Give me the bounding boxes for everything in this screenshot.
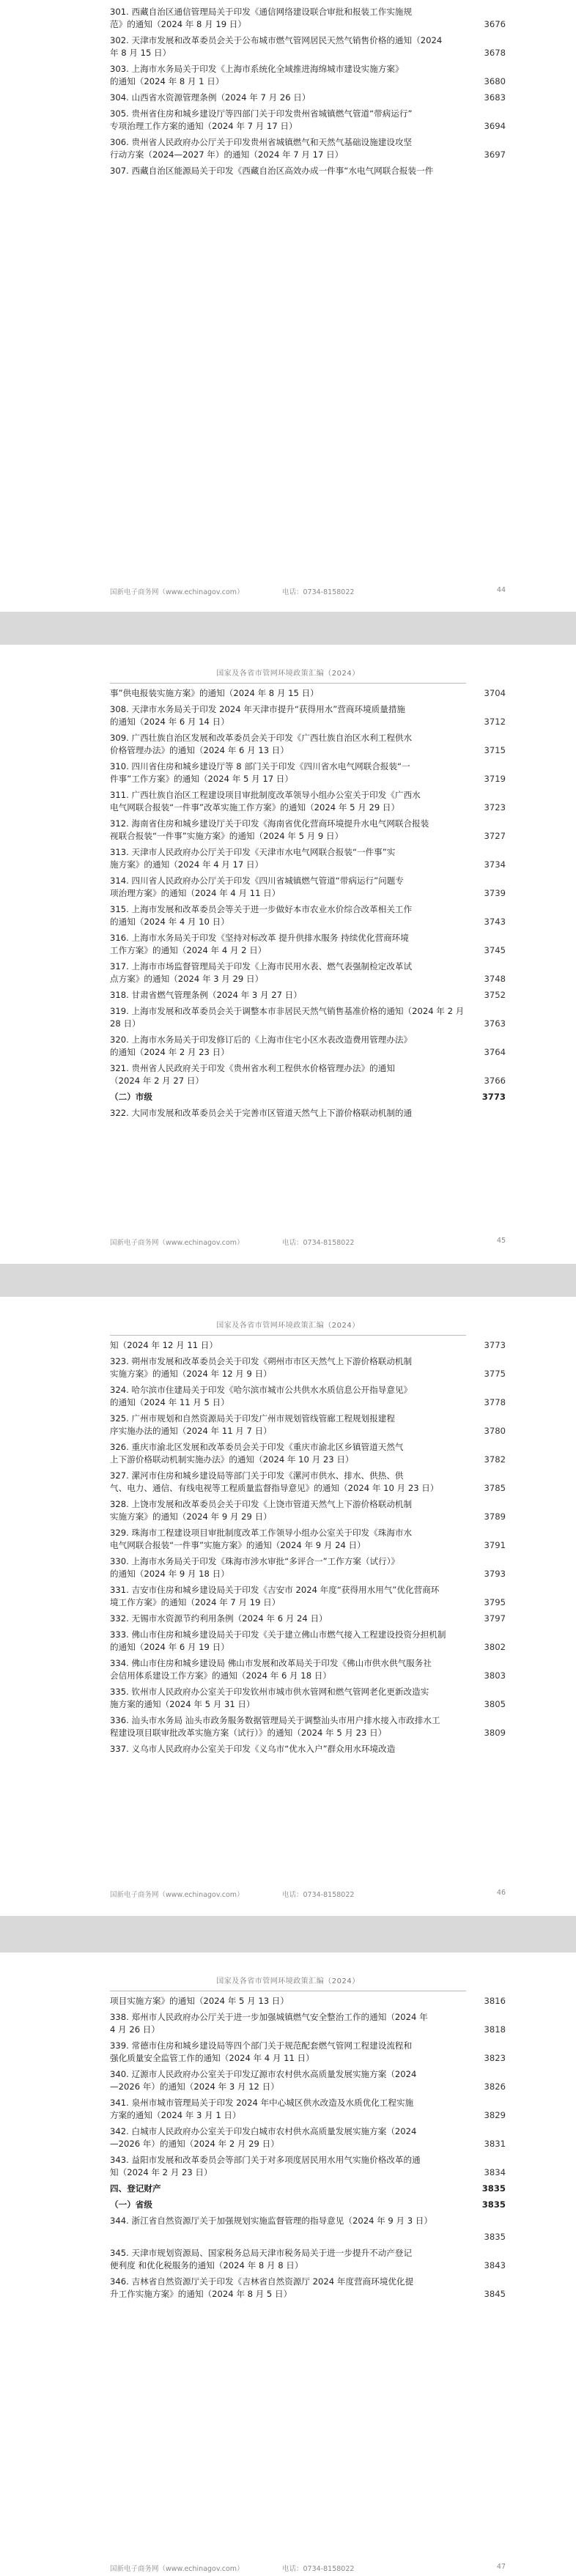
- toc-entry-text: 338. 郑州市人民政府办公厅关于进一步加强城镇燃气安全整治工作的通知（2024 年: [110, 2012, 428, 2022]
- document-page: [0, 1953, 576, 2576]
- toc-entry[interactable]: [110, 2154, 506, 2179]
- toc-page-number: 3704: [484, 688, 506, 698]
- toc-entry[interactable]: [110, 1995, 506, 2007]
- toc-entry[interactable]: [110, 108, 506, 133]
- toc-entry-text: 344. 浙江省自然资源厅关于加强规划实施监督管理的指导意见（2024 年 9 月 3 日）: [110, 2216, 432, 2226]
- toc-entry-text: 4 月 26 日）: [110, 2024, 160, 2035]
- toc-entry-text: 价格管理办法》的通知（2024 年 6 月 13 日）: [110, 745, 289, 755]
- toc-page-number: 3680: [484, 76, 506, 86]
- toc-page-number: 3683: [484, 92, 506, 103]
- toc-entry-text: 的通知（2024 年 9 月 18 日）: [110, 1569, 229, 1579]
- toc-entry-text: 343. 益阳市发展和改革委员会等部门关于对多项度居民用水用气实施价格改革的通: [110, 2155, 421, 2165]
- toc-entry-text: 324. 哈尔滨市住建局关于印发《哈尔滨市城市公共供水水质信息公开指导意见》: [110, 1385, 413, 1395]
- toc-page-number: 3835: [484, 2232, 506, 2242]
- toc-entry[interactable]: [110, 6, 506, 31]
- toc-page-number: 3773: [484, 1340, 506, 1350]
- toc-entry-text: 的通知（2024 年 8 月 1 日）: [110, 76, 224, 86]
- toc-page-number: 3773: [481, 1092, 506, 1102]
- toc-entry[interactable]: [110, 732, 506, 757]
- toc-entry-text: 件事”工作方案》的通知（2024 年 5 月 17 日）: [110, 774, 293, 784]
- toc-entry-text: —2026 年）的通知（2024 年 2 月 29 日）: [110, 2139, 279, 2149]
- toc-entry-text: —2026 年）的通知（2024 年 3 月 12 日）: [110, 2081, 279, 2092]
- toc-entry[interactable]: [110, 1527, 506, 1552]
- toc-entry[interactable]: [110, 1470, 506, 1495]
- toc-entry[interactable]: [110, 1339, 506, 1352]
- toc-page-number: 3816: [484, 1996, 506, 2006]
- toc-entry[interactable]: [110, 760, 506, 785]
- toc-entry[interactable]: [110, 989, 506, 1002]
- toc-entry[interactable]: [110, 1062, 506, 1087]
- toc-entry-text: 339. 常德市住房和城乡建设局等四个部门关于规范配套燃气管网工程建设流程和: [110, 2040, 413, 2051]
- footer-phone: 电话：0734-8158022: [282, 1891, 355, 1899]
- document-page: [0, 1297, 576, 1916]
- toc-page-number: 3697: [484, 149, 506, 160]
- toc-entry[interactable]: [110, 1498, 506, 1523]
- toc-entry[interactable]: [110, 2276, 506, 2301]
- toc-page-number: 3748: [484, 974, 506, 984]
- toc-entry-text: 330. 上海市水务局关于印发《珠海市涉水审批“多评合一”工作方案（试行）》: [110, 1556, 400, 1566]
- toc-entry[interactable]: [110, 2097, 506, 2122]
- page-header: 国家及各省市管网环境政策汇编（2024）: [0, 1974, 576, 1985]
- toc-entry-text: 上下游价格联动机制实施办法》的通知（2024 年 10 月 23 日）: [110, 1454, 354, 1465]
- toc-entry[interactable]: [110, 2040, 506, 2065]
- toc-page-number: 3734: [484, 859, 506, 870]
- toc-entry-text: 303. 上海市水务局关于印发《上海市系统化全域推进海绵城市建设实施方案》: [110, 64, 404, 74]
- toc-page-number: 3778: [484, 1397, 506, 1407]
- footer-website[interactable]: 国新电子商务网（www.echinagov.com）: [110, 1239, 244, 1247]
- footer-phone: 电话：0734-8158022: [282, 1239, 355, 1247]
- toc-page-number: 3676: [484, 19, 506, 29]
- toc-entry-text: 知（2024 年 12 月 11 日）: [110, 1340, 218, 1350]
- toc-entry-text: 334. 佛山市住房和城乡建设局 佛山市发展和改革局关于印发《佛山市供水供气服务社: [110, 1658, 432, 1668]
- toc-page-number: 3719: [484, 774, 506, 784]
- page-header: 国家及各省市管网环境政策汇编（2024）: [0, 667, 576, 678]
- toc-entry[interactable]: [110, 846, 506, 871]
- toc-entry-text: 345. 天津市规划资源局、国家税务总局天津市税务局关于进一步提升不动产登记: [110, 2248, 413, 2258]
- toc-entry-text: 气、电力、通信、有线电视等工程质量监督指导意见》的通知（2024 年 10 月 23 日）: [110, 1483, 439, 1493]
- toc-entry-text: 的通知（2024 年 6 月 14 日）: [110, 717, 229, 727]
- toc-page-number: 3829: [484, 2110, 506, 2120]
- footer-phone: 电话：0734-8158022: [282, 588, 355, 596]
- toc-entry-text: 336. 汕头市水务局 汕头市政务服务数据管理局关于调整汕头市用户排水接入市政排水工: [110, 1715, 440, 1725]
- toc-entry[interactable]: [110, 961, 506, 985]
- document-page: [0, 645, 576, 1264]
- toc-entry-text: 的通知（2024 年 6 月 19 日）: [110, 1642, 229, 1652]
- toc-entry-text: 308. 天津市水务局关于印发 2024 年天津市提升“获得用水”营商环境质量措施: [110, 704, 406, 714]
- toc-page-number: 3766: [484, 1076, 506, 1086]
- toc-entry-text: 304. 山西省水资源管理条例（2024 年 7 月 26 日）: [110, 92, 311, 103]
- toc-entry-text: 306. 贵州省人民政府办公厅关于印发贵州省城镇燃气和天然气基础设施建设攻坚: [110, 137, 413, 147]
- toc-entry[interactable]: [110, 1413, 506, 1437]
- toc-entry-text: 326. 重庆市渝北区发展和改革委员会关于印发《重庆市渝北区乡镇管道天然气: [110, 1442, 404, 1452]
- toc-entry-text: 322. 大同市发展和改革委员会关于完善市区管道天然气上下游价格联动机制的通: [110, 1108, 413, 1118]
- toc-entry-text: 318. 甘肃省燃气管理条例（2024 年 3 月 27 日）: [110, 990, 302, 1000]
- toc-entry[interactable]: [110, 1629, 506, 1654]
- toc-entry-text: 实施方案》的通知（2024 年 12 月 9 日）: [110, 1369, 272, 1379]
- toc-entry-text: 事”供电报装实施方案》的通知（2024 年 8 月 15 日）: [110, 688, 319, 698]
- toc-entry-text: 电气网联合报装“一件事”实施方案》的通知（2024 年 9 月 24 日）: [110, 1540, 366, 1550]
- toc-entry-text: 施方案的通知（2024 年 5 月 31 日）: [110, 1699, 255, 1709]
- toc-page-number: 3723: [484, 802, 506, 813]
- toc-entry[interactable]: [110, 1613, 506, 1625]
- toc-entry-text: 337. 义乌市人民政府办公室关于印发《义乌市“优水入户”群众用水环境改造: [110, 1744, 396, 1754]
- toc-entry[interactable]: [110, 1005, 506, 1030]
- toc-entry[interactable]: [110, 1657, 506, 1682]
- toc-entry[interactable]: [110, 1743, 506, 1755]
- toc-entry-text: （二）市级: [110, 1092, 152, 1102]
- footer-page-number: 45: [496, 1237, 506, 1245]
- toc-entry-text: 程建设项目联审批改革实施方案（试行）》的通知（2024 年 5 月 23 日）: [110, 1728, 387, 1738]
- toc-entry-text: 的通知（2024 年 11 月 5 日）: [110, 1397, 229, 1407]
- footer-phone: 电话：0734-8158022: [282, 2565, 355, 2573]
- toc-entry[interactable]: [110, 875, 506, 900]
- toc-entry-text: 便利度 和优化税服务的通知（2024 年 8 月 8 日）: [110, 2260, 303, 2270]
- toc-page-number: 3745: [484, 945, 506, 955]
- toc-section-heading[interactable]: [110, 2183, 506, 2195]
- toc-entry-text: （2024 年 2 月 27 日）: [110, 1076, 204, 1086]
- toc-section-heading[interactable]: [110, 2199, 506, 2211]
- toc-list: [110, 6, 506, 181]
- toc-page-number: 3763: [484, 1018, 506, 1029]
- toc-entry-text: 行动方案（2024—2027 年）的通知（2024 年 7 月 17 日）: [110, 149, 344, 160]
- footer-page-number: 47: [496, 2563, 506, 2571]
- toc-page-number: 3775: [484, 1369, 506, 1379]
- toc-page-number: 3791: [484, 1540, 506, 1550]
- footer-website[interactable]: 国新电子商务网（www.echinagov.com）: [110, 1891, 244, 1899]
- toc-entry[interactable]: [110, 2215, 506, 2227]
- toc-entry[interactable]: [110, 2011, 506, 2036]
- toc-page-number: 3752: [484, 990, 506, 1000]
- toc-entry-text: 项治理方案》的通知（2024 年 4 月 11 日）: [110, 888, 281, 898]
- page-header: 国家及各省市管网环境政策汇编（2024）: [0, 1319, 576, 1330]
- document-page: [0, 0, 576, 612]
- toc-entry[interactable]: [110, 1384, 506, 1409]
- toc-entry-text: 升工作实施方案》的通知（2024 年 8 月 5 日）: [110, 2289, 292, 2299]
- toc-entry-text: 305. 贵州省住房和城乡建设厅等四部门关于印发贵州省城镇燃气管道“带病运行”: [110, 108, 413, 119]
- toc-section-heading[interactable]: [110, 1091, 506, 1103]
- toc-entry-text: 序实施办法的通知（2024 年 11 月 7 日）: [110, 1426, 272, 1436]
- toc-page-number: 3826: [484, 2081, 506, 2092]
- toc-entry-text: 项目实施方案》的通知（2024 年 5 月 13 日）: [110, 1996, 289, 2006]
- toc-entry-text: 341. 泉州市城市管理局关于印发 2024 年中心城区供水改造及水质优化工程实施: [110, 2098, 414, 2108]
- toc-entry-text: 电气网联合报装“一件事”改革实施工作方案》的通知（2024 年 5 月 29 日）: [110, 802, 400, 813]
- toc-entry[interactable]: [110, 1555, 506, 1580]
- toc-entry-text: 专项治理工作方案的通知（2024 年 7 月 17 日）: [110, 121, 298, 131]
- toc-entry-text: 施方案》的通知（2024 年 4 月 17 日）: [110, 859, 264, 870]
- toc-entry-text: 311. 广西壮族自治区工程建设项目审批制度改革领导小组办公室关于印发《广西水: [110, 790, 421, 800]
- toc-entry-text: 315. 上海市发展和改革委员会等关于进一步做好本市农业水价综合改革相关工作: [110, 904, 413, 914]
- toc-page-number: 3782: [484, 1454, 506, 1465]
- toc-entry-text: 方案的通知（2024 年 3 月 1 日）: [110, 2110, 241, 2120]
- toc-entry[interactable]: [110, 2068, 506, 2093]
- toc-entry-text: 325. 广州市规划和自然资源局关于印发广州市规划管线管廊工程规划报建程: [110, 1413, 395, 1424]
- toc-entry-text: 320. 上海市水务局关于印发修订后的《上海市住宅小区水表改造费用管理办法》: [110, 1035, 413, 1045]
- toc-entry-text: 321. 贵州省人民政府关于印发《贵州省水利工程供水价格管理办法》的通知: [110, 1063, 395, 1073]
- toc-entry[interactable]: [110, 2247, 506, 2272]
- toc-entry-text: 309. 广西壮族自治区发展和改革委员会关于印发《广西壮族自治区水利工程供水: [110, 733, 413, 743]
- toc-entry-text: 实施方案》的通知（2024 年 9 月 29 日）: [110, 1511, 272, 1522]
- toc-entry[interactable]: [110, 34, 506, 59]
- toc-page-number: 3793: [484, 1569, 506, 1579]
- toc-page-number: 3834: [484, 2167, 506, 2177]
- toc-entry[interactable]: [110, 1355, 506, 1380]
- toc-entry[interactable]: [110, 1686, 506, 1711]
- toc-page-number: 3715: [484, 745, 506, 755]
- toc-entry-text: 317. 上海市市场监督管理局关于印发《上海市民用水表、燃气表强制检定改革试: [110, 961, 413, 971]
- toc-list: [110, 1339, 506, 1759]
- toc-entry-text: 强化质量安全监管工作的通知（2024 年 4 月 11 日）: [110, 2053, 314, 2063]
- toc-entry[interactable]: [110, 2125, 506, 2150]
- toc-page-number: 3823: [484, 2053, 506, 2063]
- toc-entry-text: 313. 天津市人民政府办公厅关于印发《天津市水电气网联合报装“一件事”实: [110, 847, 396, 857]
- toc-entry-text: 329. 珠海市工程建设项目审批制度改革工作领导小组办公室关于印发《珠海市水: [110, 1528, 413, 1538]
- toc-entry-text: 302. 天津市发展和改革委员会关于公布城市燃气管网居民天然气销售价格的通知（2024: [110, 35, 443, 45]
- footer-page-number: 46: [496, 1889, 506, 1897]
- toc-page-number: 3803: [484, 1670, 506, 1681]
- toc-page-number: 3795: [484, 1597, 506, 1607]
- toc-entry-text: 年 8 月 15 日）: [110, 48, 171, 58]
- toc-entry[interactable]: [110, 789, 506, 814]
- toc-entry-text: 会信用体系建设工作方案》的通知（2024 年 6 月 18 日）: [110, 1670, 331, 1681]
- toc-entry[interactable]: [110, 687, 506, 700]
- toc-entry-text: 333. 佛山市住房和城乡建设局关于印发《关于建立佛山市燃气接入工程建设投资分担机制: [110, 1629, 446, 1640]
- toc-entry-text: 知（2024 年 2 月 23 日）: [110, 2167, 213, 2177]
- toc-page-number: 3835: [481, 2183, 506, 2194]
- toc-entry[interactable]: [110, 1441, 506, 1466]
- toc-entry-text: 340. 辽源市人民政府办公室关于印发辽源市农村供水高质量发展实施方案（2024: [110, 2069, 417, 2079]
- toc-page-number: 3712: [484, 717, 506, 727]
- toc-entry-text: 335. 钦州市人民政府办公室关于印发钦州市城市供水管网和燃气管网老化更新改造实: [110, 1687, 429, 1697]
- toc-entry-text: 范》的通知（2024 年 8 月 19 日）: [110, 19, 246, 29]
- footer-website[interactable]: 国新电子商务网（www.echinagov.com）: [110, 588, 244, 596]
- toc-page-number: 3831: [484, 2139, 506, 2149]
- toc-entry[interactable]: [110, 1107, 506, 1119]
- toc-page-number: 3835: [481, 2199, 506, 2210]
- toc-page-number: 3694: [484, 121, 506, 131]
- toc-page-number: 3727: [484, 831, 506, 841]
- toc-entry-text: 346. 吉林省自然资源厅关于印发《吉林省自然资源厅 2024 年度营商环境优化提: [110, 2276, 414, 2287]
- toc-entry[interactable]: [110, 1584, 506, 1609]
- toc-entry-text: [110, 2231, 472, 2243]
- toc-entry-text: 的通知（2024 年 4 月 10 日）: [110, 917, 229, 927]
- toc-entry-text: 332. 无锡市水资源节约利用条例（2024 年 6 月 24 日）: [110, 1613, 328, 1624]
- toc-page-number: 3805: [484, 1699, 506, 1709]
- toc-page-number: 3739: [484, 888, 506, 898]
- toc-entry-text: 331. 吉安市住房和城乡建设局关于印发《吉安市 2024 年度“获得用水用气”优化营商环: [110, 1585, 440, 1595]
- toc-page-number: 3743: [484, 917, 506, 927]
- toc-entry-text: 工作方案》的通知（2024 年 4 月 2 日）: [110, 945, 267, 955]
- toc-entry[interactable]: [110, 136, 506, 161]
- toc-entry-text: 301. 西藏自治区通信管理局关于印发《通信网络建设联合审批和报装工作实施规: [110, 7, 413, 17]
- toc-entry-text: 319. 上海市发展和改革委员会关于调整本市非居民天然气销售基准价格的通知（2024 年 2 月: [110, 1006, 465, 1016]
- toc-entry-text: 316. 上海市水务局关于印发《坚持对标改革 提升供排水服务 持续优化营商环境: [110, 933, 409, 943]
- toc-page-number: 3843: [484, 2260, 506, 2270]
- toc-page-number: 3780: [484, 1426, 506, 1436]
- toc-entry[interactable]: [110, 903, 506, 928]
- toc-entry[interactable]: [110, 2231, 506, 2243]
- toc-entry[interactable]: [110, 92, 506, 104]
- toc-entry-text: 28 日）: [110, 1018, 141, 1029]
- toc-entry[interactable]: [110, 165, 506, 177]
- toc-page-number: 3845: [484, 2289, 506, 2299]
- toc-page-number: 3785: [484, 1483, 506, 1493]
- toc-entry-text: （一）省级: [110, 2199, 152, 2210]
- toc-entry[interactable]: [110, 932, 506, 957]
- toc-entry-text: 314. 四川省人民政府办公厅关于印发《四川省城镇燃气管道“带病运行”问题专: [110, 876, 404, 886]
- toc-entry-text: 342. 白城市人民政府办公室关于印发白城市农村供水高质量发展实施方案（2024: [110, 2126, 417, 2136]
- toc-entry-text: 323. 朔州市发展和改革委员会关于印发《朔州市市区天然气上下游价格联动机制: [110, 1356, 413, 1366]
- toc-entry[interactable]: [110, 818, 506, 843]
- footer-website[interactable]: 国新电子商务网（www.echinagov.com）: [110, 2565, 244, 2573]
- toc-entry[interactable]: [110, 1034, 506, 1059]
- toc-page-number: 3802: [484, 1642, 506, 1652]
- toc-entry-text: 327. 漯河市住房和城乡建设局等部门关于印发《漯河市供水、排水、供热、供: [110, 1470, 404, 1481]
- toc-page-number: 3797: [484, 1613, 506, 1624]
- toc-entry-text: 312. 海南省住房和城乡建设厅关于印发《海南省优化营商环境提升水电气网联合报装: [110, 818, 429, 829]
- toc-entry-text: 310. 四川省住房和城乡建设厅等 8 部门关于印发《四川省水电气网联合报装“一: [110, 761, 410, 771]
- toc-page-number: 3764: [484, 1047, 506, 1057]
- toc-entry[interactable]: [110, 703, 506, 728]
- toc-entry-text: 328. 上饶市发展和改革委员会关于印发《上饶市管道天然气上下游价格联动机制: [110, 1499, 413, 1509]
- toc-page-number: 3789: [484, 1511, 506, 1522]
- toc-entry-text: 境工作方案》的通知（2024 年 7 月 19 日）: [110, 1597, 281, 1607]
- toc-page-number: 3678: [484, 48, 506, 58]
- toc-entry-text: 307. 西藏自治区能源局关于印发《西藏自治区高效办成一件事“水电气网联合报装一件: [110, 166, 434, 176]
- toc-entry-text: 四、登记财产: [110, 2183, 161, 2194]
- toc-entry-text: 的通知（2024 年 2 月 23 日）: [110, 1047, 229, 1057]
- toc-page-number: 3818: [484, 2024, 506, 2035]
- footer-page-number: 44: [496, 586, 506, 594]
- toc-entry[interactable]: [110, 1714, 506, 1739]
- toc-page-number: 3809: [484, 1728, 506, 1738]
- toc-entry-text: 视联合报装“一件事”实施方案》的通知（2024 年 5 月 9 日）: [110, 831, 344, 841]
- toc-entry-text: 点方案》的通知（2024 年 3 月 29 日）: [110, 974, 264, 984]
- toc-list: [110, 687, 506, 1123]
- toc-list: [110, 1995, 506, 2304]
- toc-entry[interactable]: [110, 63, 506, 88]
